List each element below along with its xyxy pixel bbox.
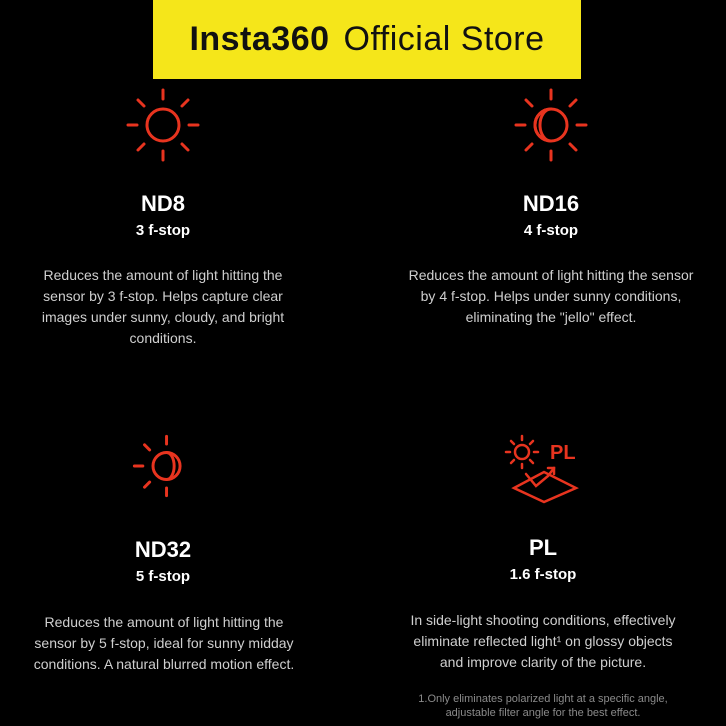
filter-desc-pl: In side-light shooting conditions, effectively eliminate reflected light¹ on glossy objects and improve clarity of the picture.	[410, 612, 676, 670]
filter-stop-nd16: 4 f-stop	[523, 222, 579, 239]
filter-stop-nd8: 3 f-stop	[135, 222, 191, 239]
filter-name-nd32: ND32	[134, 537, 192, 562]
sun-icon	[124, 86, 202, 164]
filter-desc-nd16: Reduces the amount of light hitting the sensor by 4 f-stop. Helps under sunny conditions, eliminating the "jello" effect.	[408, 267, 694, 325]
filter-name-nd8: ND8	[140, 191, 185, 216]
store-banner	[153, 0, 581, 79]
footnote: 1.Only eliminates polarized light at a specific angle, adjustable filter angle for the best effect.	[418, 693, 668, 719]
filter-desc-nd8: Reduces the amount of light hitting the sensor by 3 f-stop. Helps capture clear images under sunny, cloudy, and bright conditions.	[41, 267, 285, 346]
filter-stop-pl: 1.6 f-stop	[509, 566, 577, 583]
sun-half-icon	[512, 86, 590, 164]
store-label: Official Store	[343, 20, 545, 58]
filter-name-nd16: ND16	[522, 191, 580, 216]
filter-name-pl: PL	[528, 535, 558, 560]
filter-desc-nd32: Reduces the amount of light hitting the sensor by 5 f-stop, ideal for sunny midday conditions. A natural blurred motion effect.	[33, 614, 295, 672]
pl-icon-label: PL	[550, 442, 576, 464]
sun-crescent-icon	[131, 433, 197, 499]
brand-logo: Insta360	[189, 20, 330, 58]
polarizer-icon	[504, 432, 584, 504]
filter-stop-nd32: 5 f-stop	[135, 568, 191, 585]
